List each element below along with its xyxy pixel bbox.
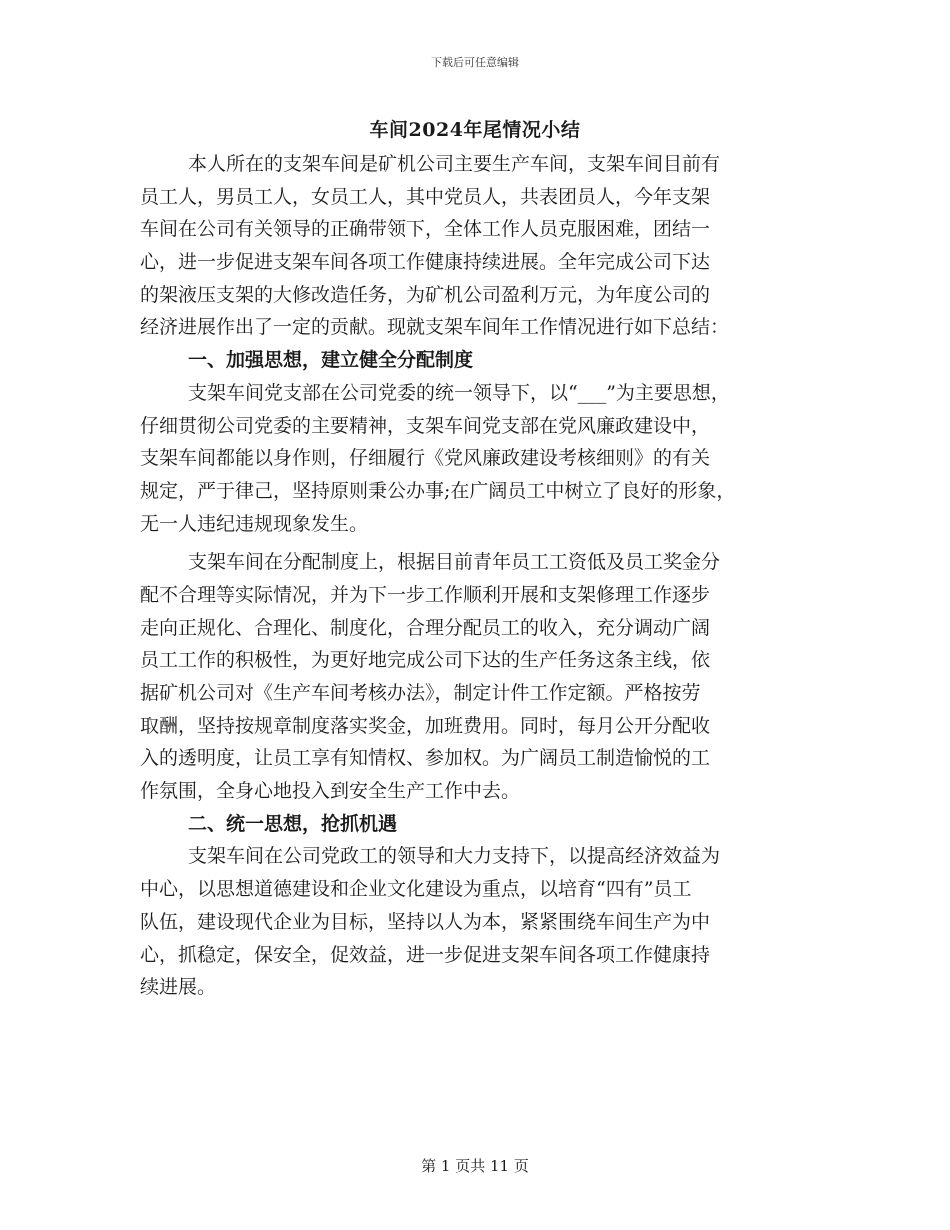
text-line: 心，抓稳定，保安全，促效益，进一步促进支架车间各项工作健康持 — [140, 943, 711, 966]
text-line: 仔细贯彻公司党委的主要精神，支架车间党支部在党风廉政建设中， — [140, 414, 711, 437]
paragraph — [140, 148, 820, 344]
text-line: 支架车间都能以身作则，仔细履行《党风廉政建设考核细则》的有关 — [140, 447, 711, 470]
section-heading — [140, 344, 820, 377]
text-line: 支架车间在公司党政工的领导和大力支持下，以提高经济效益为 — [188, 845, 721, 868]
text-line: 支架车间党支部在公司党委的统一领导下，以“___”为主要思想， — [188, 381, 730, 404]
text-line: 续进展。 — [140, 976, 217, 999]
text-line: 入的透明度，让员工享有知情权、参加权。为广阔员工制造愉悦的工 — [140, 747, 711, 770]
text-line: 规定，严于律己，坚持原则秉公办事;在广阔员工中树立了良好的形象， — [140, 479, 736, 502]
document-body — [140, 148, 820, 1004]
text-line: 取酬，坚持按规章制度落实奖金，加班费用。同时，每月公开分配收 — [140, 714, 711, 737]
text-line: 车间在公司有关领导的正确带领下，全体工作人员克服困难，团结一 — [140, 218, 711, 241]
text-line: 据矿机公司对《生产车间考核办法》，制定计件工作定额。严格按劳 — [140, 682, 701, 704]
paragraph — [140, 546, 820, 808]
document-title: 车间2024年尾情况小结 — [369, 119, 581, 141]
heading-line: 一、加强思想，建立健全分配制度 — [188, 349, 474, 372]
paragraph — [140, 840, 820, 1003]
text-line: 无一人违纪违规现象发生。 — [140, 512, 369, 535]
text-line: 走向正规化、合理化、制度化，合理分配员工的收入，充分调动广阔 — [140, 616, 711, 639]
text-line: 队伍，建设现代企业为目标，坚持以人为本，紧紧围绕车间生产为中 — [140, 910, 711, 933]
text-line: 经济进展作出了一定的贡献。现就支架车间年工作情况进行如下总结： — [140, 316, 730, 339]
paragraph — [140, 377, 820, 540]
text-line: 中心，以思想道德建设和企业文化建设为重点，以培育“四有”员工 — [140, 878, 692, 901]
section-heading — [140, 808, 820, 841]
text-line: 员工人，男员工人，女员工人，其中党员人，共表团员人，今年支架 — [140, 185, 711, 208]
heading-line: 二、统一思想，抢抓机遇 — [188, 812, 398, 835]
page-footer: 第 1 页共 11 页 — [421, 1157, 529, 1175]
text-line: 作氛围，全身心地投入到安全生产工作中去。 — [140, 780, 521, 803]
header-note: 下载后可任意编辑 — [431, 56, 519, 69]
text-line: 支架车间在分配制度上，根据目前青年员工工资低及员工奖金分 — [188, 551, 721, 574]
text-line: 心，进一步促进支架车间各项工作健康持续进展。全年完成公司下达 — [140, 251, 711, 274]
text-line: 的架液压支架的大修改造任务，为矿机公司盈利万元，为年度公司的 — [140, 283, 711, 306]
text-line: 配不合理等实际情况，并为下一步工作顺利开展和支架修理工作逐步 — [140, 583, 711, 606]
text-line: 员工工作的积极性，为更好地完成公司下达的生产任务这条主线，依 — [140, 649, 711, 672]
text-line: 本人所在的支架车间是矿机公司主要生产车间，支架车间目前有 — [188, 153, 721, 175]
